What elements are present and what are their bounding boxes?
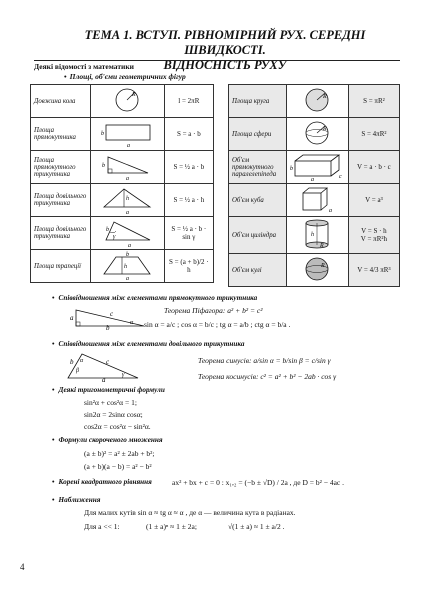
svg-text:R: R <box>321 263 325 269</box>
cylinder-formula-1: V = S · h <box>361 227 387 235</box>
svg-text:h: h <box>126 196 130 202</box>
section-subtitle: • Площі, об'єми геометричних фігур <box>64 72 186 81</box>
title-divider <box>34 60 400 61</box>
bullet-trig-formulas: • Деякі тригонометричні формули <box>52 386 165 394</box>
trig-identity-2: sin2α = 2sinα cosα; <box>84 410 143 419</box>
difference-of-squares: (a + b)(a − b) = a² − b² <box>84 462 152 471</box>
cylinder-formula-2: V = πR²h <box>360 235 387 243</box>
page-title-line1: ТЕМА 1. ВСТУП. РІВНОМІРНИЙ РУХ. СЕРЕДНІ ШВИДКОСТІ. <box>84 28 366 57</box>
triangle-height-figure <box>90 184 164 217</box>
svg-text:c: c <box>106 358 110 366</box>
root-approximation: √(1 ± a) ≈ 1 ± a/2 . <box>228 522 285 531</box>
svg-text:R: R <box>323 126 327 132</box>
svg-text:γ: γ <box>113 234 116 240</box>
svg-text:a: a <box>102 376 106 382</box>
table-row <box>31 250 214 283</box>
trig-ratios: sin α = a/c ; cos α = b/c ; tg α = a/b ; ctg α = b/a . <box>144 320 291 329</box>
svg-text:γ: γ <box>122 372 125 378</box>
row-name: Площа довільного трикутника <box>31 217 91 250</box>
table-row <box>229 217 400 254</box>
right-triangle-figure <box>90 151 164 184</box>
row-name: Об'єм прямокутного паралелепіпеда <box>229 151 287 184</box>
bullet-right-triangle: • Співвідношення між елементами прямокутного трикутника <box>52 294 258 302</box>
table-row <box>31 151 214 184</box>
svg-text:a: a <box>70 314 74 322</box>
svg-text:c: c <box>339 174 342 180</box>
small-angle-approximation: Для малих кутів sin α ≈ tg α ≈ α , де α — величина кута в радіанах. <box>84 508 296 517</box>
triangle-angle-figure <box>90 217 164 250</box>
svg-text:b: b <box>290 166 294 172</box>
power-approximation: (1 ± a)ⁿ ≈ 1 ± 2a; <box>146 522 197 531</box>
svg-text:a: a <box>126 210 130 214</box>
row-name: Площа прямокутника <box>31 118 91 151</box>
svg-text:R: R <box>132 92 136 98</box>
right-triangle-diagram <box>70 304 150 330</box>
trapezoid-figure <box>90 250 164 283</box>
row-formula: l = 2πR <box>164 85 213 118</box>
row-name: Площа трапеції <box>31 250 91 283</box>
row-name: Площа круга <box>229 85 287 118</box>
svg-text:b: b <box>126 252 130 258</box>
svg-text:α: α <box>80 358 84 364</box>
small-value-label: Для a << 1: <box>84 522 120 531</box>
row-formula: S = (a + b)/2 · h <box>164 250 213 283</box>
trig-identity-1: sin²α + cos²α = 1; <box>84 398 137 407</box>
law-of-sines: Теорема синусів: a/sin α = b/sin β = c/sin γ <box>198 356 331 365</box>
row-formula: S = ½ a · b · sin γ <box>164 217 213 250</box>
svg-text:a: a <box>128 243 132 247</box>
row-name: Площа довільного трикутника <box>31 184 91 217</box>
right-figures-table <box>228 84 400 287</box>
cylinder-figure <box>286 217 348 254</box>
law-of-cosines: Теорема косинусів: c² = a² + b² − 2ab · cos γ <box>198 372 337 381</box>
row-formula: S = πR² <box>348 85 399 118</box>
row-name: Об'єм кулі <box>229 254 287 287</box>
page-title-line2: ВІДНОСНІСТЬ РУХУ <box>163 58 287 72</box>
table-row <box>229 151 400 184</box>
table-row <box>31 184 214 217</box>
svg-text:R: R <box>323 94 327 100</box>
row-formula: S = ½ a · b <box>164 151 213 184</box>
svg-text:h: h <box>311 232 315 238</box>
quadratic-formula: ax² + bx + c = 0 : x₁,₂ = (−b ± √D) / 2a , де D = b² − 4ac . <box>172 478 344 487</box>
svg-text:a: a <box>127 143 131 148</box>
box-figure <box>286 151 348 184</box>
svg-text:R: R <box>320 243 324 249</box>
svg-text:a: a <box>126 176 130 181</box>
table-row <box>229 85 400 118</box>
pythagoras-theorem: Теорема Піфагора: a² + b² = c² <box>164 306 263 315</box>
svg-text:c: c <box>110 310 114 318</box>
svg-text:b: b <box>106 324 110 330</box>
svg-text:b: b <box>70 358 74 366</box>
table-row <box>229 184 400 217</box>
sphere-figure <box>286 118 348 151</box>
svg-text:α: α <box>130 320 134 326</box>
row-name: Площа сфери <box>229 118 287 151</box>
svg-text:β: β <box>76 368 79 374</box>
bullet-approximation: • Наближення <box>52 496 101 504</box>
svg-text:a: a <box>126 276 130 280</box>
bullet-any-triangle: • Співвідношення між елементами довільного трикутника <box>52 340 245 348</box>
svg-text:a: a <box>311 177 315 181</box>
svg-text:b: b <box>106 227 110 233</box>
section-title: Деякі відомості з математики <box>34 62 134 71</box>
row-formula: S = a · b <box>164 118 213 151</box>
square-of-sum: (a ± b)² = a² ± 2ab + b²; <box>84 449 155 458</box>
svg-text:a: a <box>329 208 333 214</box>
table-row <box>31 85 214 118</box>
ball-figure <box>286 254 348 287</box>
row-formula: S = ½ a · h <box>164 184 213 217</box>
trig-identity-3: cos2α = cos²α − sin²α. <box>84 422 151 431</box>
row-name: Об'єм куба <box>229 184 287 217</box>
svg-text:b: b <box>101 131 105 137</box>
row-formula: V = a³ <box>348 184 399 217</box>
row-formula: S = 4πR² <box>348 118 399 151</box>
disk-figure <box>286 85 348 118</box>
page-number: 4 <box>20 562 25 572</box>
any-triangle-diagram <box>62 350 144 382</box>
circle-figure <box>90 85 164 118</box>
svg-text:h: h <box>124 264 128 270</box>
row-name: Об'єм циліндра <box>229 217 287 254</box>
row-name: Довжина кола <box>31 85 91 118</box>
svg-text:b: b <box>102 163 106 169</box>
row-formula: V = 4/3 πR³ <box>348 254 399 287</box>
rectangle-figure <box>90 118 164 151</box>
row-formula <box>348 217 399 254</box>
table-row <box>229 254 400 287</box>
table-row <box>31 217 214 250</box>
row-formula: V = a · b · c <box>348 151 399 184</box>
cube-figure <box>286 184 348 217</box>
row-name: Площа прямокутного трикутника <box>31 151 91 184</box>
left-figures-table <box>30 84 214 283</box>
table-row <box>229 118 400 151</box>
bullet-short-multiplication: • Формули скороченого множення <box>52 436 163 444</box>
bullet-quadratic-roots: • Корені квадратного рівняння <box>52 478 152 486</box>
table-row <box>31 118 214 151</box>
